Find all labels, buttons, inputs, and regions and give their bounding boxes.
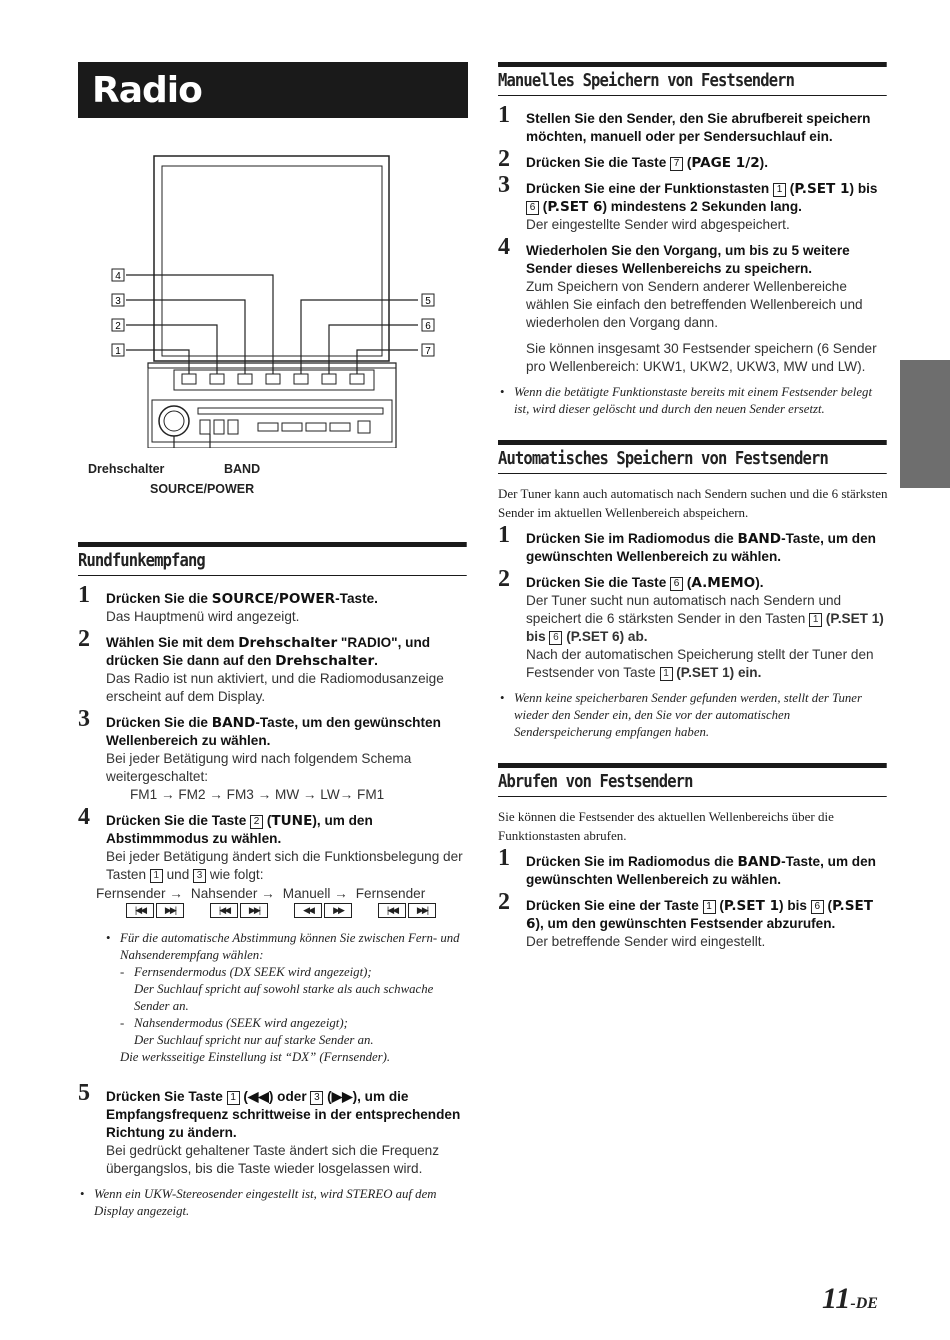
step-description: (P.SET 1) bis bbox=[526, 611, 884, 644]
rundfunk-step-5 bbox=[78, 1080, 468, 1178]
step-text: -Taste, um den gewünschten Wellenbereich zu wählen. bbox=[106, 715, 441, 748]
section-heading-manuell: Manuelles Speichern von Festsendern bbox=[498, 62, 887, 96]
step-text: ), um den gewünschten Festsender abzurufen. bbox=[535, 916, 836, 931]
note-text: Für die automatische Abstimmung können Sie zwischen Fern- und Nahsenderempfang wählen: bbox=[120, 931, 460, 962]
rundfunk-step-2 bbox=[78, 626, 468, 706]
key-name: BAND bbox=[211, 715, 256, 731]
step-description: und bbox=[162, 867, 194, 882]
seek-forward-icon: ▶▶| bbox=[408, 903, 436, 918]
page-title: Radio bbox=[78, 62, 468, 118]
step-number: 2 bbox=[498, 146, 510, 172]
seek-forward-icon: ▶▶| bbox=[156, 903, 184, 918]
seek-mode-sequence bbox=[96, 886, 468, 901]
step-text: (▶▶), um die Empfangsfrequenz schrittweise in der entsprechenden Richtung zu ändern. bbox=[106, 1089, 461, 1140]
note-text: Der Suchlauf spricht nur auf starke Sender an. bbox=[134, 1033, 374, 1047]
note-no-stations bbox=[498, 690, 888, 741]
key-text-2: 2 bbox=[115, 321, 121, 332]
key-text-4: 4 bbox=[115, 271, 121, 282]
step-number: 4 bbox=[78, 804, 90, 830]
note-text: Wenn keine speicherbaren Sender gefunden werden, stellt der Tuner wieder den Sender ein, den Sie vor der automatischen Senderspeicherung empfangen haben. bbox=[514, 691, 862, 739]
section-heading-auto: Automatisches Speichern von Festsendern bbox=[498, 440, 887, 474]
key-name: P.SET 6 bbox=[547, 199, 603, 215]
step-text: ( bbox=[683, 575, 692, 590]
key-text-6: 6 bbox=[425, 321, 431, 332]
step-description: Sie können insgesamt 30 Festsender speichern (6 Sender pro Wellenbereich: UKW1, UKW2, UKW3, MW und LW). bbox=[526, 341, 877, 374]
key-name: P.SET 6 bbox=[526, 898, 874, 932]
bullet-icon: • bbox=[80, 1187, 85, 1201]
step-number: 1 bbox=[498, 845, 510, 871]
step-number: 3 bbox=[78, 706, 90, 732]
device-diagram bbox=[78, 118, 468, 496]
key-text-5: 5 bbox=[425, 296, 431, 307]
note-seek-modes: • Für die automatische Abstimmung können Sie zwischen Fern- und Nahsenderempfang wählen: - Fernsendermodus (DX SEEK wird angezeigt); Der Suchlauf spricht auf sowohl starke als auch schwache Sender an. - Nahsendermodus (SEEK wird angezeigt); Der Suchlauf spricht nur auf starke Sender an. Die werksseitige Einstellung ist “DX” (Fernsender). bbox=[104, 930, 468, 1066]
manuell-step-3 bbox=[498, 172, 888, 234]
step-text: ). bbox=[755, 575, 764, 590]
section-heading-rundfunk: Rundfunkempfang bbox=[78, 542, 467, 576]
key-box: 6 bbox=[670, 577, 683, 591]
key-box: 1 bbox=[150, 869, 163, 883]
key-name: Drehschalter bbox=[238, 635, 338, 651]
key-name: BAND bbox=[737, 854, 782, 870]
seek-mode-label: Manuell → bbox=[282, 886, 348, 901]
seek-mode-label: Fernsender → bbox=[96, 886, 183, 901]
key-box: 6 bbox=[549, 631, 562, 645]
step-text: ) mindestens 2 Sekunden lang. bbox=[602, 199, 802, 214]
rundfunk-step-4 bbox=[78, 804, 468, 884]
step-text: . bbox=[374, 653, 378, 668]
section-rundfunk bbox=[78, 542, 468, 1220]
page-number-value: 11 bbox=[822, 1282, 851, 1315]
step-text: ( bbox=[263, 813, 272, 828]
step-text: Drücken Sie die Taste bbox=[106, 813, 251, 828]
step-number: 2 bbox=[498, 889, 510, 915]
step-text: Drücken Sie die bbox=[106, 591, 212, 606]
step-number: 2 bbox=[78, 626, 90, 652]
step-description: (P.SET 6) ab. bbox=[562, 629, 648, 644]
key-box: 7 bbox=[670, 157, 683, 171]
key-text-1: 1 bbox=[115, 346, 121, 357]
step-text: -Taste. bbox=[335, 591, 378, 606]
step-text: Drücken Sie Taste bbox=[106, 1089, 227, 1104]
step-number: 3 bbox=[498, 172, 510, 198]
seek-back-icon: |◀◀ bbox=[126, 903, 154, 918]
key-box: 6 bbox=[811, 900, 824, 914]
note-stereo bbox=[78, 1186, 468, 1220]
step-text: Drücken Sie im Radiomodus die bbox=[526, 531, 738, 546]
key-box: 1 bbox=[660, 667, 673, 681]
step-text: -Taste, um den gewünschten Wellenbereich zu wählen. bbox=[526, 854, 876, 887]
note-text: Fernsendermodus (DX SEEK wird angezeigt); bbox=[134, 965, 372, 979]
page-suffix: -DE bbox=[850, 1295, 878, 1312]
note-text: Nahsendermodus (SEEK wird angezeigt); bbox=[134, 1016, 348, 1030]
key-name: PAGE 1/2 bbox=[691, 155, 760, 171]
step-description: Bei jeder Betätigung ändert sich die Funktionsbelegung der Tasten bbox=[106, 849, 463, 882]
key-name: SOURCE/POWER bbox=[211, 591, 336, 607]
key-name: P.SET 1 bbox=[723, 898, 780, 914]
step-text: -Taste, um den gewünschten Wellenbereich zu wählen. bbox=[526, 531, 876, 564]
key-name: A.MEMO bbox=[691, 575, 756, 591]
page-number bbox=[822, 1282, 878, 1316]
step-text: Wählen Sie mit dem bbox=[106, 635, 239, 650]
key-name: TUNE bbox=[271, 813, 313, 829]
step-description: Zum Speichern von Sendern anderer Wellenbereiche wählen Sie einfach den betreffenden Wellenbereich und wiederholen den Vorgang dann. bbox=[526, 279, 863, 330]
step-text: Drücken Sie eine der Taste bbox=[526, 898, 703, 913]
step-text: ). bbox=[759, 155, 768, 170]
step-text: Drücken Sie eine der Funktionstasten bbox=[526, 181, 774, 196]
step-text: Drücken Sie im Radiomodus die bbox=[526, 854, 738, 869]
note-text: Der Suchlauf spricht auf sowohl starke als auch schwache Sender an. bbox=[134, 982, 434, 1013]
key-box: 1 bbox=[809, 613, 822, 627]
step-number: 1 bbox=[498, 522, 510, 548]
step-text: Drücken Sie die bbox=[106, 715, 212, 730]
step-text: ( bbox=[715, 898, 724, 913]
key-box: 3 bbox=[193, 869, 206, 883]
key-box: 1 bbox=[703, 900, 716, 914]
step-text: Stellen Sie den Sender, den Sie abrufbereit speichern möchten, manuell oder per Sendersuchlauf ein. bbox=[526, 111, 871, 144]
step-text: ( bbox=[786, 181, 795, 196]
key-name: Drehschalter bbox=[275, 653, 375, 669]
step-description: Das Hauptmenü wird angezeigt. bbox=[106, 609, 300, 624]
seek-mode-label: Fernsender bbox=[355, 886, 426, 901]
key-box: 3 bbox=[310, 1091, 323, 1105]
note-text: Wenn die betätigte Funktionstaste bereits mit einem Festsender belegt ist, wird dieser gelöscht und durch den neuen Sender ersetzt. bbox=[514, 385, 872, 416]
step-description: wie folgt: bbox=[206, 867, 264, 882]
left-column bbox=[78, 62, 468, 1220]
bullet-icon: • bbox=[500, 385, 505, 399]
step-text: ), um den Abstimmmodus zu wählen. bbox=[106, 813, 373, 846]
step-description: Das Radio ist nun aktiviert, und die Radiomodusanzeige erscheint auf dem Display. bbox=[106, 671, 444, 704]
step-number: 2 bbox=[498, 566, 510, 592]
step-text: ( bbox=[823, 898, 833, 913]
step-description: Der betreffende Sender wird eingestellt. bbox=[526, 934, 766, 949]
step-number: 4 bbox=[498, 234, 510, 260]
key-name: P.SET 1 bbox=[794, 181, 850, 197]
section-intro: Sie können die Festsender des aktuellen Wellenbereichs über die Funktionstasten abrufen. bbox=[498, 809, 834, 843]
key-box: 1 bbox=[227, 1091, 240, 1105]
abrufen-step-2 bbox=[498, 889, 888, 951]
step-description: Bei gedrückt gehaltener Taste ändert sich die Frequenz übergangslos, bis die Taste wieder losgelassen wird. bbox=[106, 1143, 439, 1176]
section-intro: Der Tuner kann auch automatisch nach Sendern suchen und die 6 stärksten Sender im aktuellen Wellenbereich abspeichern. bbox=[498, 486, 888, 520]
seek-mode-label: Nahsender → bbox=[190, 886, 275, 901]
key-text-7: 7 bbox=[425, 346, 431, 357]
step-description: Der Tuner sucht nun automatisch nach Sendern und speichert die 6 stärksten Sender in den Tasten bbox=[526, 593, 842, 626]
seek-back-icon: |◀◀ bbox=[378, 903, 406, 918]
step-text: "RADIO", und drücken Sie dann auf den bbox=[106, 635, 431, 668]
note-overwrite bbox=[498, 384, 888, 418]
auto-step-1 bbox=[498, 522, 888, 566]
step-description: Nach der automatischen Speicherung stellt der Tuner den Festsender von Taste bbox=[526, 647, 874, 680]
rundfunk-step-3 bbox=[78, 706, 468, 804]
bullet-icon: • bbox=[106, 931, 111, 945]
head-unit-drawing bbox=[78, 118, 468, 448]
label-source-power: SOURCE/POWER bbox=[150, 482, 255, 496]
seek-forward-icon: ▶▶| bbox=[240, 903, 268, 918]
seek-icons bbox=[78, 903, 468, 918]
step-text: Drücken Sie die Taste bbox=[526, 155, 671, 170]
chapter-tab bbox=[900, 360, 950, 488]
step-text: Drücken Sie die Taste bbox=[526, 575, 671, 590]
rundfunk-step-1 bbox=[78, 582, 468, 626]
bullet-icon: • bbox=[500, 691, 505, 705]
step-description: Bei jeder Betätigung wird nach folgendem Schema weitergeschaltet: bbox=[106, 751, 412, 784]
step-number: 1 bbox=[78, 582, 90, 608]
abrufen-step-1 bbox=[498, 845, 888, 889]
manuell-step-1 bbox=[498, 102, 888, 146]
label-band: BAND bbox=[224, 462, 261, 476]
step-number: 5 bbox=[78, 1080, 90, 1106]
step-description: (P.SET 1) ein. bbox=[672, 665, 762, 680]
fast-forward-icon: ▶▶ bbox=[324, 903, 352, 918]
rewind-icon: ◀◀ bbox=[294, 903, 322, 918]
key-box: 2 bbox=[250, 815, 263, 829]
key-box: 1 bbox=[773, 183, 786, 197]
step-text: ) bis bbox=[779, 898, 811, 913]
manuell-step-4 bbox=[498, 234, 888, 376]
key-name: BAND bbox=[737, 531, 782, 547]
note-text: Die werksseitige Einstellung ist “DX” (Fernsender). bbox=[120, 1050, 391, 1064]
auto-step-2 bbox=[498, 566, 888, 682]
step-text: ( bbox=[683, 155, 692, 170]
note-text: Wenn ein UKW-Stereosender eingestellt ist, wird STEREO auf dem Display angezeigt. bbox=[94, 1187, 437, 1218]
step-description: Der eingestellte Sender wird abgespeichert. bbox=[526, 217, 790, 232]
key-text-3: 3 bbox=[115, 296, 121, 307]
step-text: ) bis bbox=[849, 181, 878, 196]
step-text: (◀◀) oder bbox=[239, 1089, 311, 1104]
band-sequence: FM1 → FM2 → FM3 → MW → LW→ FM1 bbox=[130, 787, 385, 802]
step-text: Wiederholen Sie den Vorgang, um bis zu 5 weitere Sender dieses Wellenbereichs zu speichern. bbox=[526, 243, 850, 276]
label-drehschalter: Drehschalter bbox=[88, 462, 165, 476]
step-number: 1 bbox=[498, 102, 510, 128]
seek-back-icon: |◀◀ bbox=[210, 903, 238, 918]
step-text: ( bbox=[539, 199, 548, 214]
key-box: 6 bbox=[526, 201, 539, 215]
manuell-step-2 bbox=[498, 146, 888, 172]
right-column bbox=[498, 62, 888, 951]
section-heading-abrufen: Abrufen von Festsendern bbox=[498, 763, 887, 797]
